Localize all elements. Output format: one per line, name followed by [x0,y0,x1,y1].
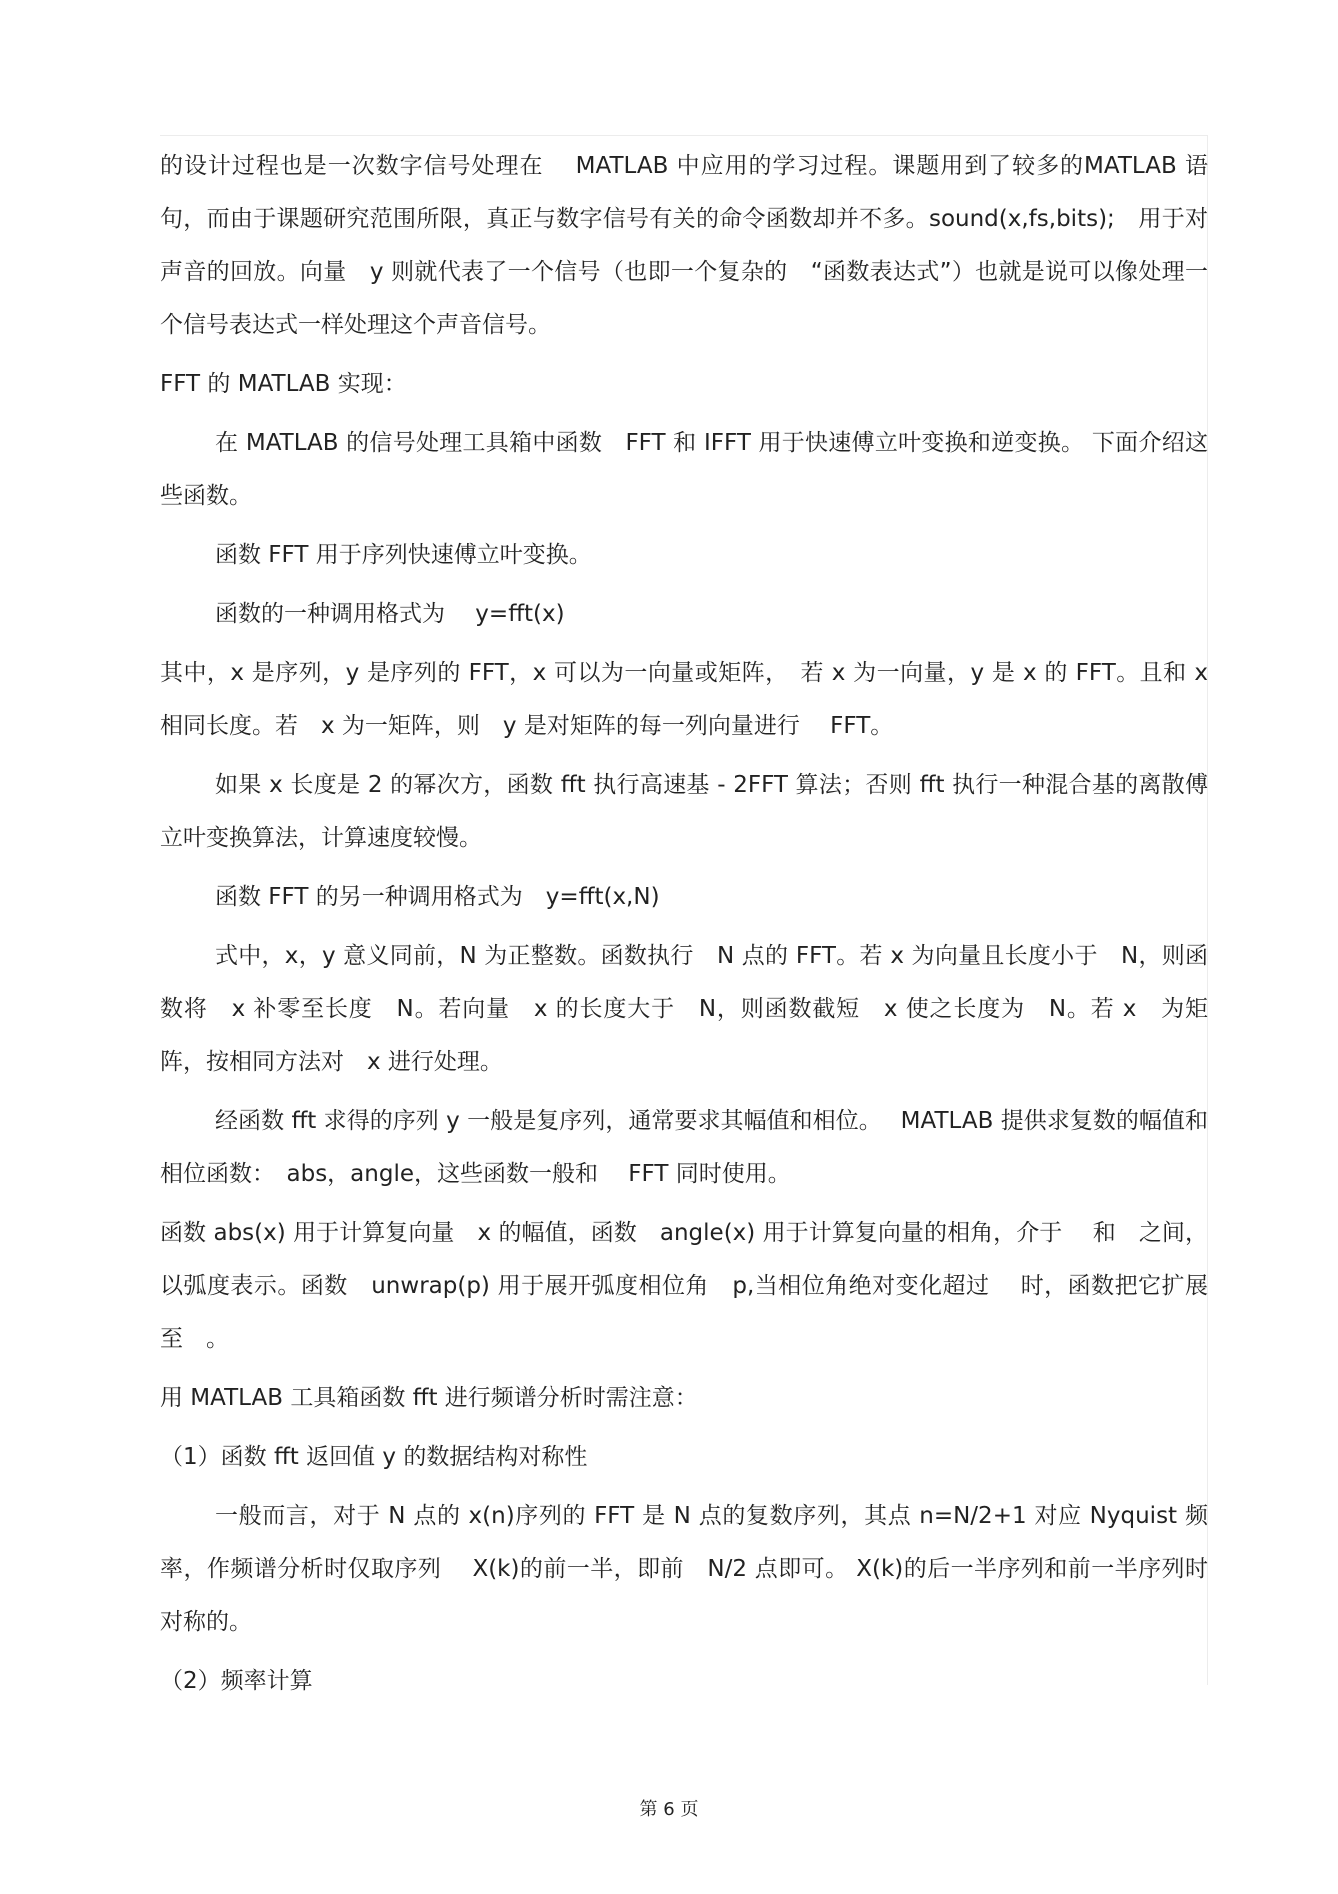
page-number: 第 6 页 [639,1799,699,1820]
paragraph: 经函数 fft 求得的序列 y 一般是复序列，通常要求其幅值和相位。 MATLAB 提供求复数的幅值和相位函数： abs，angle，这些函数一般和 FFT 同时使用。 [160,1108,1208,1187]
paragraph: 的设计过程也是一次数字信号处理在 MATLAB 中应用的学习过程。课题用到了较多的MATLAB 语句，而由于课题研究范围所限，真正与数字信号有关的命令函数却并不多。sound(x,fs,bits); 用于对声音的回放。向量 y 则就代表了一个信号（也即一个复杂的 “函数表达式”）也就是说可以像处理一个信号表达式一样处理这个声音信号。 [160,153,1208,338]
paragraph: 函数 FFT 的另一种调用格式为 y=fft(x,N) [215,884,660,910]
paragraph: 函数 FFT 用于序列快速傅立叶变换。 [215,542,592,568]
paragraph: 式中，x，y 意义同前，N 为正整数。函数执行 N 点的 FFT。若 x 为向量且长度小于 N，则函数将 x 补零至长度 N。若向量 x 的长度大于 N，则函数截短 x 使之长度为 N。若 x 为矩阵，按相同方法对 x 进行处理。 [160,943,1208,1075]
paragraph: 在 MATLAB 的信号处理工具箱中函数 FFT 和 IFFT 用于快速傅立叶变换和逆变换。 下面介绍这些函数。 [160,430,1208,509]
top-rule [160,135,1208,136]
paragraph: 其中，x 是序列，y 是序列的 FFT，x 可以为一向量或矩阵， 若 x 为一向量，y 是 x 的 FFT。且和 x 相同长度。若 x 为一矩阵，则 y 是对矩阵的每一列向量进行 FFT。 [160,660,1208,739]
list-heading: （2）频率计算 [160,1668,313,1694]
list-heading: （1）函数 fft 返回值 y 的数据结构对称性 [160,1444,588,1470]
paragraph: 函数的一种调用格式为 y=fft(x) [215,601,565,627]
paragraph: 一般而言，对于 N 点的 x(n)序列的 FFT 是 N 点的复数序列，其点 n=N/2+1 对应 Nyquist 频率，作频谱分析时仅取序列 X(k)的前一半，即前 N/2 点即可。 X(k)的后一半序列和前一半序列时对称的。 [160,1503,1208,1635]
paragraph: 用 MATLAB 工具箱函数 fft 进行频谱分析时需注意： [160,1385,698,1411]
paragraph: 如果 x 长度是 2 的幂次方，函数 fft 执行高速基 - 2FFT 算法；否则 fft 执行一种混合基的离散傅立叶变换算法，计算速度较慢。 [160,772,1208,851]
body-text [160,140,1208,1714]
section-heading: FFT 的 MATLAB 实现： [160,371,407,397]
paragraph: 函数 abs(x) 用于计算复向量 x 的幅值，函数 angle(x) 用于计算复向量的相角，介于 和 之间，以弧度表示。函数 unwrap(p) 用于展开弧度相位角 p,当相位角绝对变化超过 时，函数把它扩展至 。 [160,1220,1208,1352]
